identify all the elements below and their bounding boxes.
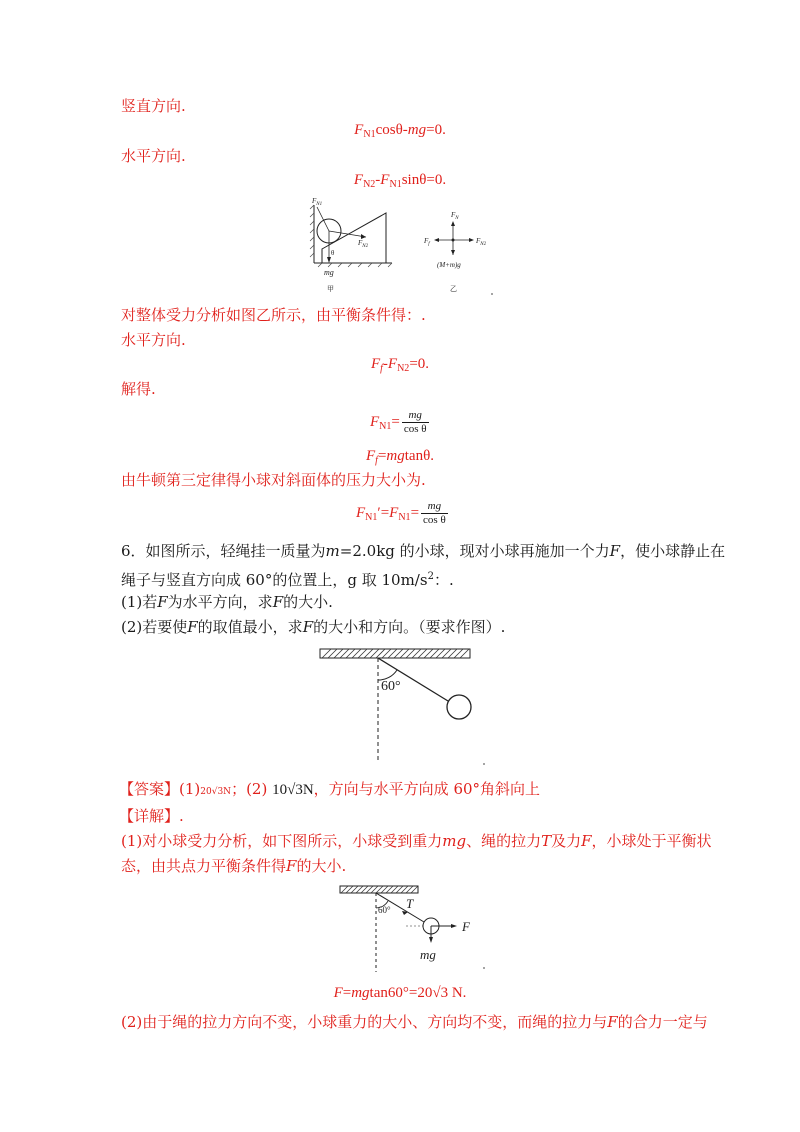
figure-pendulum-question xyxy=(318,645,498,770)
detail-label: 【详解】. xyxy=(119,807,184,825)
label-weight: (M+m)g xyxy=(437,261,461,269)
question-6-line-1: 6．如图所示，轻绳挂一质量为m=2.0kg 的小球，现对小球再施加一个力F，使小球静止在 xyxy=(121,542,726,560)
detail-line-2: 态，由共点力平衡条件得F的大小. xyxy=(121,857,347,875)
equation-pressure-result: $F_{N1}'=F_{N1}=$ $\frac{mg}{\text{cos θ}}$ xyxy=(356,500,446,527)
question-6-part-2: (2)若要使F的取值最小，求F的大小和方向。（要求作图）. xyxy=(121,618,506,636)
equation-fn1-result: $F_{N1}=$ $\frac{mg}{\text{cos θ}}$ xyxy=(370,409,427,436)
label-angle-60: 60° xyxy=(381,679,401,694)
detail-line-1: (1)对小球受力分析，如下图所示，小球受到重力mg、绳的拉力T及力F，小球处于平衡状 xyxy=(121,832,712,850)
label-mg: mg xyxy=(324,268,334,277)
equation-friction-result: $F_f=mgtan\theta$. xyxy=(365,448,435,466)
label-fn: $F_N$ xyxy=(451,211,459,221)
text-solution: 解得. xyxy=(121,380,156,398)
text-overall-analysis: 对整体受力分析如图乙所示，由平衡条件得：. xyxy=(121,306,426,324)
text-vertical-direction: 竖直方向. xyxy=(121,97,186,115)
question-6-line-2: 绳子与竖直方向成 60°的位置上，g 取 $10m/s^2$：. xyxy=(121,571,454,589)
equation-f-horizontal: F=mgtan60°=20√3 N. xyxy=(333,985,467,1001)
label-angle-60-detail: 60° xyxy=(378,905,391,915)
label-ff: $F_f$ xyxy=(424,237,430,247)
label-tension: T xyxy=(406,896,414,911)
equation-horizontal-balance: $F_{N2}-F_{N1}\sin\theta=0$. xyxy=(353,172,447,190)
text-newton-third-law: 由牛顿第三定律得小球对斜面体的压力大小为. xyxy=(121,471,426,489)
detail-line-3: (2)由于绳的拉力方向不变，小球重力的大小、方向均不变，而绳的拉力与F的合力一定与 xyxy=(121,1013,708,1031)
label-fn1: $F_{N1}$ xyxy=(312,197,323,207)
text-horizontal-direction: 水平方向. xyxy=(121,147,186,165)
equation-friction-balance: $F_f-F_{N2}=0$. xyxy=(370,356,430,374)
caption-jia: 甲 xyxy=(327,285,334,293)
label-theta: θ xyxy=(331,249,335,257)
answer-label: 【答案】 xyxy=(119,780,180,798)
answer-line: 【答案】(1)20√3N；(2) 10√3N，方向与水平方向成 60°角斜向上 xyxy=(119,780,541,798)
figure-force-diagrams xyxy=(300,193,510,303)
caption-yi: 乙 xyxy=(450,285,457,293)
diagram-jia xyxy=(310,197,392,293)
question-6-part-1: (1)若F为水平方向，求F的大小. xyxy=(121,593,333,611)
label-force-f: F xyxy=(462,919,470,934)
label-gravity: mg xyxy=(420,947,436,962)
text-horizontal-direction-2: 水平方向. xyxy=(121,331,186,349)
diagram-yi xyxy=(423,211,493,295)
figure-pendulum-forces xyxy=(336,880,496,975)
equation-vertical-balance: $F_{N1}\cos\theta-mg=0$. xyxy=(354,122,446,140)
label-fn2: $F_{N2}$ xyxy=(358,239,369,249)
label-fn2-right: $F_{N2}$ xyxy=(476,237,487,247)
